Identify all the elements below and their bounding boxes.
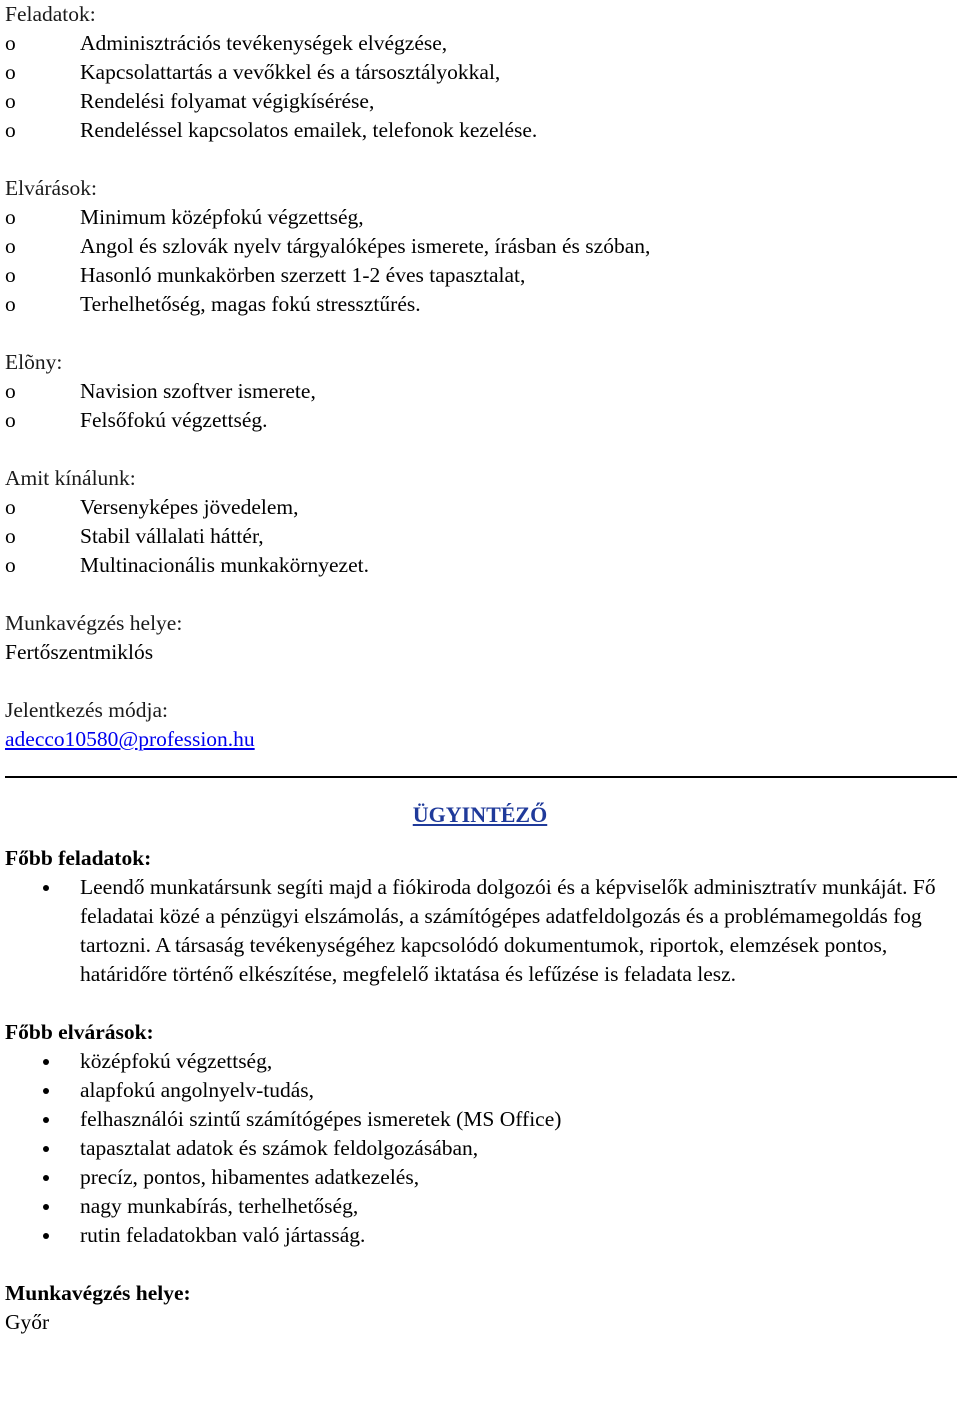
section-divider (5, 776, 957, 778)
list-marker: o (5, 118, 16, 142)
bullet-icon (43, 885, 49, 891)
list-marker: o (5, 292, 16, 316)
tasks-list (5, 29, 955, 145)
main-tasks-heading: Főbb feladatok: (5, 846, 152, 870)
list-item: o Versenyképes jövedelem, (5, 493, 955, 522)
list-marker: o (5, 89, 16, 113)
workplace-2-heading: Munkavégzés helye: (5, 1281, 191, 1305)
list-marker: o (5, 263, 16, 287)
list-item: felhasználói szintű számítógépes ismeretek (MS Office) (5, 1105, 955, 1134)
bullet-icon (43, 1146, 49, 1152)
application-email-link[interactable]: adecco10580@profession.hu (5, 727, 255, 751)
list-item: o Hasonló munkakörben szerzett 1-2 éves tapasztalat, (5, 261, 955, 290)
bullet-icon (43, 1204, 49, 1210)
main-requirements-list (5, 1047, 955, 1250)
list-item: o Felsőfokú végzettség. (5, 406, 955, 435)
list-item: precíz, pontos, hibamentes adatkezelés, (5, 1163, 955, 1192)
requirements-heading: Elvárások: (5, 176, 97, 200)
requirements-list (5, 203, 955, 319)
application-heading: Jelentkezés módja: (5, 698, 168, 722)
list-marker: o (5, 60, 16, 84)
list-item: Leendő munkatársunk segíti majd a fiókiroda dolgozói és a képviselők adminisztratív munkáját. Fő feladatai közé a pénzügyi elszámolás, a számítógépes adatfeldolgozás és a problémamegoldás fog tartozni. A társaság tevékenységéhez kapcsolódó dokumentumok, riportok, elemzések pontos, határidőre történő elkészítése, megfelelő iktatása és lefűzése is feladata lesz. (5, 873, 955, 989)
offer-list (5, 493, 955, 580)
tasks-heading: Feladatok: (5, 2, 96, 26)
bullet-icon (43, 1088, 49, 1094)
list-item: tapasztalat adatok és számok feldolgozásában, (5, 1134, 955, 1163)
list-item: rutin feladatokban való jártasság. (5, 1221, 955, 1250)
list-item: középfokú végzettség, (5, 1047, 955, 1076)
list-item: o Adminisztrációs tevékenységek elvégzése, (5, 29, 955, 58)
list-item: o Minimum középfokú végzettség, (5, 203, 955, 232)
bullet-icon (43, 1117, 49, 1123)
list-marker: o (5, 524, 16, 548)
list-marker: o (5, 31, 16, 55)
workplace-value: Fertőszentmiklós (5, 640, 154, 664)
bullet-icon (43, 1175, 49, 1181)
list-item: nagy munkabírás, terhelhetőség, (5, 1192, 955, 1221)
bullet-icon (43, 1059, 49, 1065)
list-item: alapfokú angolnyelv-tudás, (5, 1076, 955, 1105)
list-item: o Multinacionális munkakörnyezet. (5, 551, 955, 580)
list-marker: o (5, 379, 16, 403)
list-marker: o (5, 205, 16, 229)
main-requirements-heading: Főbb elvárások: (5, 1020, 154, 1044)
list-item: o Kapcsolattartás a vevőkkel és a társosztályokkal, (5, 58, 955, 87)
list-item: o Terhelhetőség, magas fokú stressztűrés. (5, 290, 955, 319)
workplace-2-value: Győr (5, 1310, 50, 1334)
list-marker: o (5, 408, 16, 432)
bullet-icon (43, 1233, 49, 1239)
job-posting-document (5, 0, 955, 1337)
job-title: ÜGYINTÉZŐ (412, 802, 548, 827)
list-marker: o (5, 234, 16, 258)
offer-heading: Amit kínálunk: (5, 466, 136, 490)
list-item: o Stabil vállalati háttér, (5, 522, 955, 551)
list-marker: o (5, 495, 16, 519)
list-item: o Angol és szlovák nyelv tárgyalóképes ismerete, írásban és szóban, (5, 232, 955, 261)
list-marker: o (5, 553, 16, 577)
list-item: o Rendelési folyamat végigkísérése, (5, 87, 955, 116)
main-tasks-list (5, 873, 955, 989)
list-item: o Navision szoftver ismerete, (5, 377, 955, 406)
advantages-list (5, 377, 955, 435)
list-item: o Rendeléssel kapcsolatos emailek, telefonok kezelése. (5, 116, 955, 145)
workplace-heading: Munkavégzés helye: (5, 611, 183, 635)
advantages-heading: Elõny: (5, 350, 63, 374)
